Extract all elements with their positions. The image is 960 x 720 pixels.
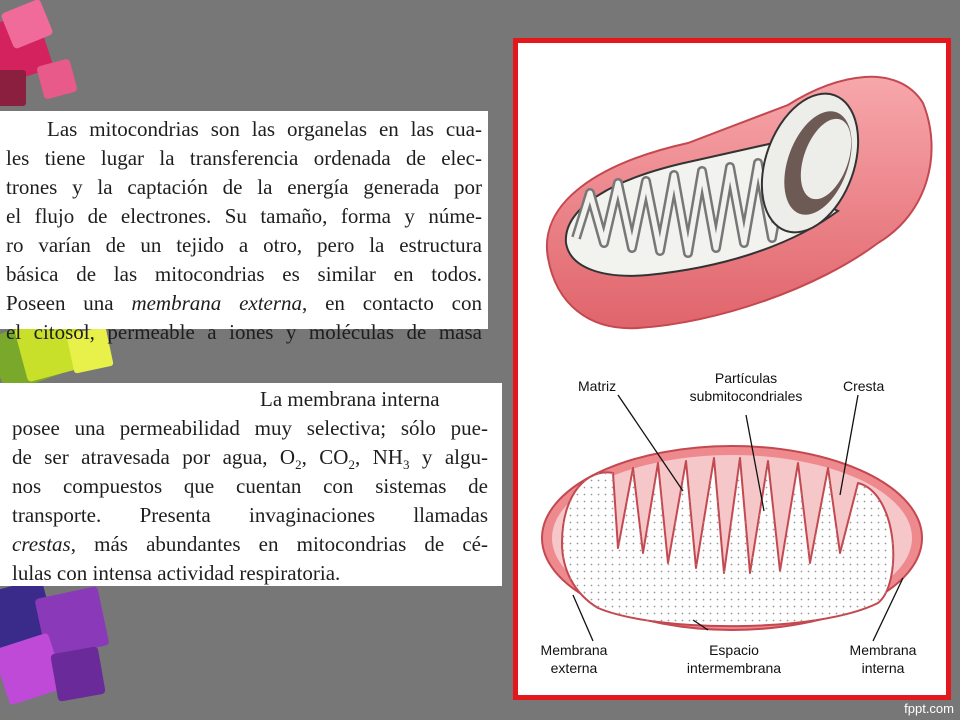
label-membrana-externa: Membrana [540,642,608,658]
subscript: 2 [348,457,355,473]
text-line: nos compuestos que cuentan con sistemas de [12,474,488,498]
label-intermembrana: intermembrana [686,660,782,676]
text-line: ro varían de un tejido a otro, pero la estructura [6,233,482,257]
label-cresta: Cresta [843,378,885,394]
text-line: el flujo de electrones. Su tamaño, forma y núme- [6,204,482,228]
label-matriz: Matriz [578,378,617,394]
text-line: lulas con intensa actividad respiratoria. [12,561,341,585]
label-externa: externa [550,660,598,676]
text-line: básica de las mitocondrias es similar en todos. [6,262,482,286]
text-line [12,443,488,472]
text-line: el citosol, permeable a iones y moléculas de masa [6,320,482,344]
text-fragment: , más abundantes en mitocondrias de cé- [70,532,488,556]
text-line [6,289,482,318]
term-membrana-externa: membrana externa [131,291,303,315]
text-line: transporte. Presenta invaginaciones llamadas [12,503,488,527]
text-line: Las mitocondrias son las organelas en las cua- [47,117,482,141]
text-fragment: de ser atravesada por agua, O [12,445,296,469]
text-fragment: Poseen una [6,291,132,315]
decorative-squares [0,0,140,720]
mitochondria-3d-cutaway [547,77,932,328]
subscript: 2 [295,457,302,473]
label-membrana-interna: Membrana [849,642,917,658]
footer-watermark: fppt.com [904,701,954,716]
mitochondria-figure [513,38,951,700]
label-espacio: Espacio [709,642,759,658]
label-interna: interna [861,660,905,676]
text-fragment: , CO [301,445,349,469]
label-particulas: Partículas [714,370,778,386]
text-line [12,530,488,559]
text-fragment: , en contacto con [302,291,482,315]
text-fragment: y algu- [409,445,488,469]
text-line: La membrana interna [260,387,440,411]
text-fragment: , NH [354,445,403,469]
text-line: les tiene lugar la transferencia ordenada de elec- [6,146,482,170]
term-crestas: crestas [12,532,71,556]
paragraph-outer-membrane [0,111,488,344]
subscript: 3 [402,457,410,473]
paragraph-inner-membrane [0,383,502,586]
text-line: trones y la captación de la energía generada por [6,175,482,199]
mitochondria-cross-section [541,370,922,676]
mitochondria-diagram [518,43,946,695]
label-submitocondriales: submitocondriales [689,388,803,404]
text-line: posee una permeabilidad muy selectiva; sólo pue- [12,416,488,440]
